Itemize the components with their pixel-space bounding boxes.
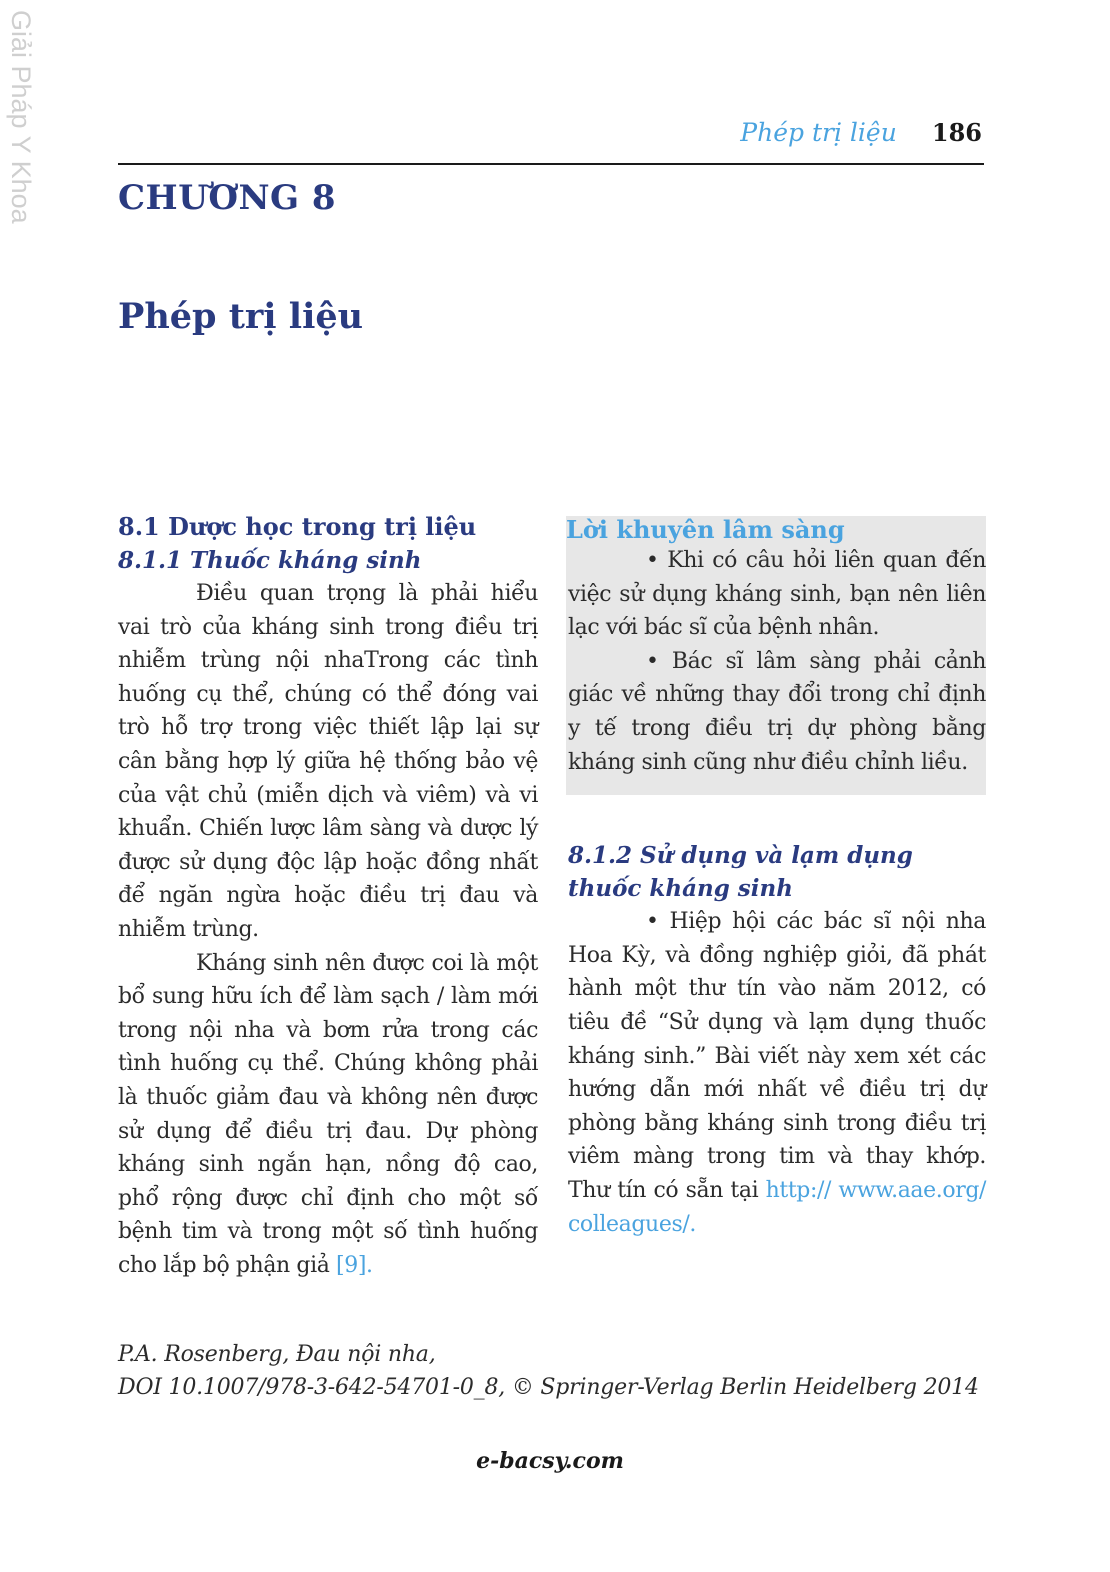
watermark-text: Giải Pháp Y Khoa xyxy=(6,10,36,224)
aae-link[interactable]: http:// www.aae.org/ colleagues/. xyxy=(568,1177,987,1237)
body-paragraph-2-text: Kháng sinh nên được coi là một bổ sung hữu ích để làm sạch / làm mới trong nội nha và bơm rửa trong các tình huống cụ thể. Chúng không phải là thuốc giảm đau và không nên được sử dụng để điều trị đau. Dự phòng kháng sinh ngắn hạn, nồng độ cao, phổ rộng được chỉ định cho một số bệnh tim và trong một số tình huống cho lắp bộ phận giả xyxy=(118,950,538,1278)
footer-line-1: P.A. Rosenberg, Đau nội nha, xyxy=(118,1342,436,1367)
right-body-paragraph-text: • Hiệp hội các bác sĩ nội nha Hoa Kỳ, và đồng nghiệp giỏi, đã phát hành một thư tín vào năm 2012, có tiêu đề “Sử dụng và lạm dụng thuốc kháng sinh.” Bài viết này xem xét các hướng dẫn mới nhất về điều trị dự phòng bằng kháng sinh trong điều trị viêm màng trong tim và thay khớp. Thư tín có sẵn tại xyxy=(568,909,986,1203)
clinical-tip-title: Lời khuyên lâm sàng xyxy=(566,515,845,544)
chapter-title: Phép trị liệu xyxy=(118,296,364,337)
body-paragraph-1: Điều quan trọng là phải hiểu vai trò của kháng sinh trong điều trị nhiễm trùng nội nhaTrong các tình huống cụ thể, chúng có thể đóng vai trò hỗ trợ trong việc thiết lập lại sự cân bằng hợp lý giữa hệ thống bảo vệ của vật chủ (miễn dịch và viêm) và vi khuẩn. Chiến lược lâm sàng và dược lý được sử dụng độc lập hoặc đồng nhất để ngăn ngừa hoặc điều trị đau và nhiễm trùng. xyxy=(118,581,538,942)
chapter-label: CHƯƠNG 8 xyxy=(118,178,337,218)
running-header xyxy=(600,118,982,147)
right-column xyxy=(568,516,986,1241)
clinical-tip-bullet-2: • Bác sĩ lâm sàng phải cảnh giác về những thay đổi trong chỉ định y tế trong điều trị dự phòng bằng kháng sinh cũng như điều chỉnh liều. xyxy=(568,648,986,775)
clinical-tip-bullet-1: • Khi có câu hỏi liên quan đến việc sử dụng kháng sinh, bạn nên liên lạc với bác sĩ của bệnh nhân. xyxy=(568,548,986,641)
footer-site: e-bacsy.com xyxy=(476,1448,624,1474)
header-rule xyxy=(118,163,984,165)
citation-link[interactable]: [9]. xyxy=(336,1252,373,1278)
clinical-tip-box xyxy=(566,516,986,795)
section-title: 8.1 Dược học trong trị liệu xyxy=(118,512,477,541)
running-title: Phép trị liệu xyxy=(740,118,897,147)
subsection-title-antibiotics: 8.1.1 Thuốc kháng sinh xyxy=(118,547,422,574)
footer-line-2: DOI 10.1007/978-3-642-54701-0_8, © Springer-Verlag Berlin Heidelberg 2014 xyxy=(118,1375,979,1400)
footer-citation xyxy=(118,1338,986,1404)
left-column xyxy=(118,510,538,1282)
right-body-paragraph xyxy=(568,905,986,1241)
body-paragraph-2 xyxy=(118,947,538,1283)
subsection-title-use-misuse: 8.1.2 Sử dụng và lạm dụng thuốc kháng sinh xyxy=(568,842,913,903)
page-number: 186 xyxy=(931,118,982,147)
